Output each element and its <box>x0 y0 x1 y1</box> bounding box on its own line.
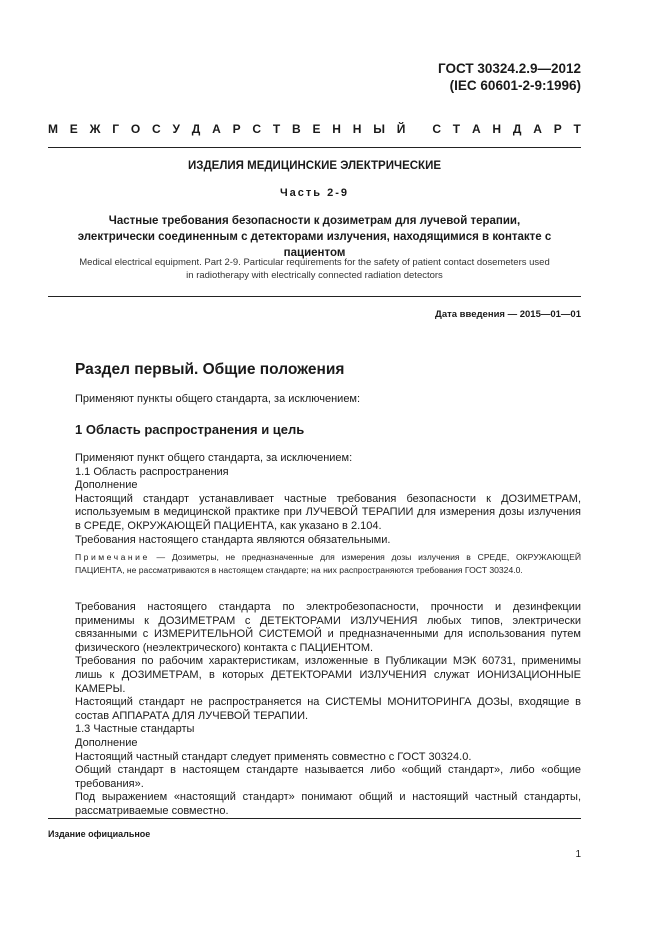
section-intro: Применяют пункты общего стандарта, за исключением: <box>75 393 361 405</box>
banner-letter: Ж <box>89 122 101 136</box>
clause-paragraph: Требования по рабочим характеристикам, изложенные в Публикации МЭК 60731, применимы лишь к ДОЗИМЕТРАМ, в которых ДЕТЕКТОРАМИ ИЗЛУЧЕНИЯ служат ИОНИЗАЦИОННЫЕ КАМЕРЫ. <box>75 655 581 695</box>
middle-divider <box>48 296 581 297</box>
clause-line: Дополнение <box>75 736 138 749</box>
standard-code: ГОСТ 30324.2.9—2012 <box>438 61 581 76</box>
clause-paragraph: Под выражением «настоящий стандарт» понимают общий и настоящий частный стандарты, рассматриваемые совместно. <box>75 791 581 817</box>
bottom-divider <box>48 818 581 819</box>
banner-letter: У <box>172 122 180 136</box>
english-title <box>48 256 581 282</box>
banner-letter: А <box>471 122 481 136</box>
banner-letter: С <box>252 122 262 136</box>
english-title-line: Medical electrical equipment. Part 2-9. Particular requirements for the safety of patient contact dosemeters used <box>79 257 550 268</box>
clause-paragraph: Требования настоящего стандарта являются обязательными. <box>75 533 391 546</box>
banner-letter: Ы <box>373 122 385 136</box>
part-number: Часть 2-9 <box>279 187 350 199</box>
standard-designation <box>438 60 581 94</box>
banner-letter: М <box>48 122 58 136</box>
banner-letter: Т <box>272 122 281 136</box>
banner-letter: Й <box>396 122 406 136</box>
banner-letter: О <box>130 122 141 136</box>
subtitle-line: электрически соединенным с детекторами излучения, находящимися в контакте с пациентом <box>77 231 552 259</box>
clause-line: Дополнение <box>75 479 138 492</box>
banner-letter: Т <box>452 122 461 136</box>
clause-text-block <box>75 452 581 547</box>
english-title-line: in radiotherapy with electrically connected radiation detectors <box>186 270 443 281</box>
banner-letter: Г <box>112 122 120 136</box>
top-divider <box>48 147 581 148</box>
banner-letter: Е <box>312 122 321 136</box>
banner-letter: Н <box>492 122 502 136</box>
clause-text-block-2 <box>75 601 581 819</box>
document-subtitle <box>48 213 581 261</box>
note <box>75 551 581 577</box>
subclause-heading: 1.3 Частные стандарты <box>75 723 195 736</box>
clause-paragraph: Настоящий частный стандарт следует применять совместно с ГОСТ 30324.0. <box>75 750 472 763</box>
banner-letter: А <box>212 122 221 136</box>
banner-letter: С <box>432 122 441 136</box>
banner-letter: С <box>152 122 161 136</box>
banner-letter: Е <box>69 122 78 136</box>
banner-letter: Н <box>332 122 341 136</box>
clause-paragraph: Общий стандарт в настоящем стандарте называется либо «общий стандарт», либо «общие требования». <box>75 764 581 790</box>
banner-letter: Р <box>553 122 562 136</box>
clause-paragraph: Настоящий стандарт устанавливает частные требования безопасности к ДОЗИМЕТРАМ, используемым в медицинской практике при ЛУЧЕВОЙ ТЕРАПИИ для измерения дозы излучения в СРЕДЕ, ОКРУЖАЮЩЕЙ ПАЦИЕНТА, как указано в 2.104. <box>75 492 581 532</box>
banner-letter: Т <box>573 122 581 136</box>
clause-paragraph: Настоящий стандарт не распространяется на СИСТЕМЫ МОНИТОРИНГА ДОЗЫ, входящие в состав АППАРАТА ДЛЯ ЛУЧЕВОЙ ТЕРАПИИ. <box>75 696 581 722</box>
banner-letter: Р <box>232 122 241 136</box>
document-title: ИЗДЕЛИЯ МЕДИЦИНСКИЕ ЭЛЕКТРИЧЕСКИЕ <box>187 160 442 172</box>
banner-letter: Н <box>352 122 362 136</box>
section-heading: Раздел первый. Общие положения <box>75 361 345 378</box>
clause-paragraph: Требования настоящего стандарта по электробезопасности, прочности и дезинфекции применимы к ДОЗИМЕТРАМ с ДЕТЕКТОРАМИ ИЗЛУЧЕНИЯ любых типов, электрически связанными с ИЗМЕРИТЕЛЬНОЙ СИСТЕМОЙ и предназначенными для использования путем физического (неэлектрического) контакта с ПАЦИЕНТОМ. <box>75 601 581 654</box>
clause-line: Применяют пункт общего стандарта, за исключением: <box>75 452 353 464</box>
clause-heading: 1 Область распространения и цель <box>75 422 305 437</box>
page-number: 1 <box>575 849 581 860</box>
official-edition-label: Издание официальное <box>48 829 151 839</box>
note-label: Примечание <box>75 552 150 562</box>
iec-reference: (IEC 60601-2-9:1996) <box>449 78 581 93</box>
subclause-heading: 1.1 Область распространения <box>75 465 229 478</box>
banner-gap <box>417 122 420 136</box>
banner-letter: Д <box>512 122 522 136</box>
subtitle-line: Частные требования безопасности к дозиметрам для лучевой терапии, <box>108 215 521 227</box>
introduction-date: Дата введения — 2015—01—01 <box>435 309 581 320</box>
note-text: — Дозиметры, не предназначенные для измерения дозы излучения в СРЕДЕ, ОКРУЖАЮЩЕЙ ПАЦИЕНТА, не рассматриваются в настоящем стандарте; на них распространяются требования ГОСТ 30324.0. <box>75 552 581 576</box>
banner-letter: В <box>292 122 301 136</box>
banner-letter: А <box>533 122 542 136</box>
interstate-standard-banner <box>48 122 581 136</box>
banner-letter: Д <box>191 122 201 136</box>
